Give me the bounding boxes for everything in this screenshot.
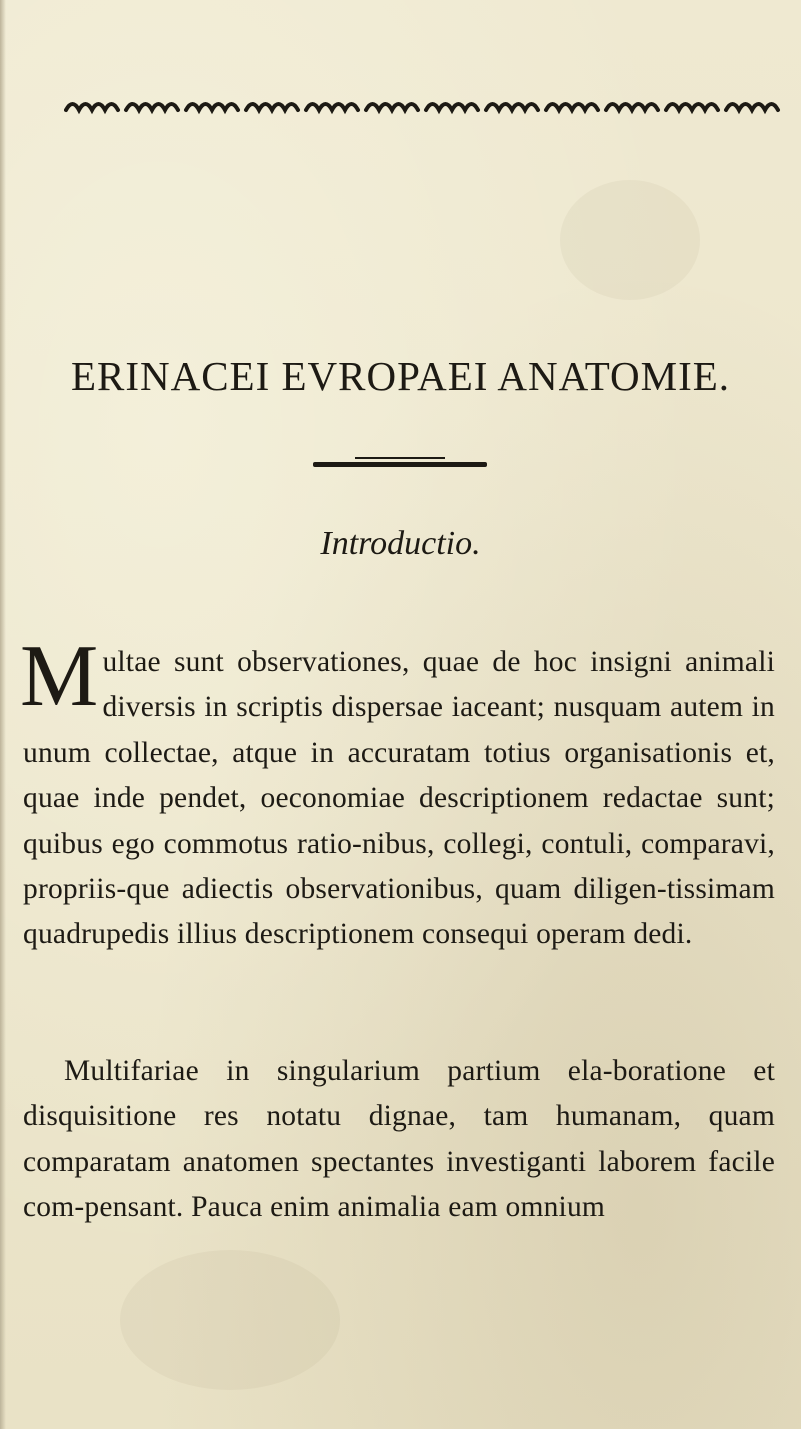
drop-cap: M xyxy=(20,628,99,725)
page-gutter xyxy=(0,0,6,1429)
paragraph-1 xyxy=(20,628,775,958)
ornamental-border xyxy=(64,96,800,118)
page-title: ERINACEI EVROPAEI ANATOMIE. xyxy=(70,353,731,399)
paragraph-2: Multifariae in singularium partium ela-boratione et disquisitione res notatu dignae, tam humanam, quam comparatam anatomen spectantes investiganti laborem facile com-pensant. Pauca enim animalia eam omnium xyxy=(23,1055,775,1224)
title-divider xyxy=(313,462,487,467)
paper-stain xyxy=(120,1250,340,1390)
section-heading: Introductio. xyxy=(320,525,481,562)
title-divider-thin xyxy=(355,457,445,459)
paper-stain xyxy=(560,180,700,300)
paragraph-1-text: ultae sunt observationes, quae de hoc insigni animali diversis in scriptis dispersae iaceant; nusquam autem in unum collectae, atque in accuratam totius organisationis et, quae inde pendet, oeconomiae descriptionem redactae sunt; quibus ego commotus ratio-nibus, collegi, contuli, comparavi, propriis-que adiectis observationibus, quam diligen-tissimam quadrupedis illius descriptionem consequi operam dedi. xyxy=(23,646,775,951)
